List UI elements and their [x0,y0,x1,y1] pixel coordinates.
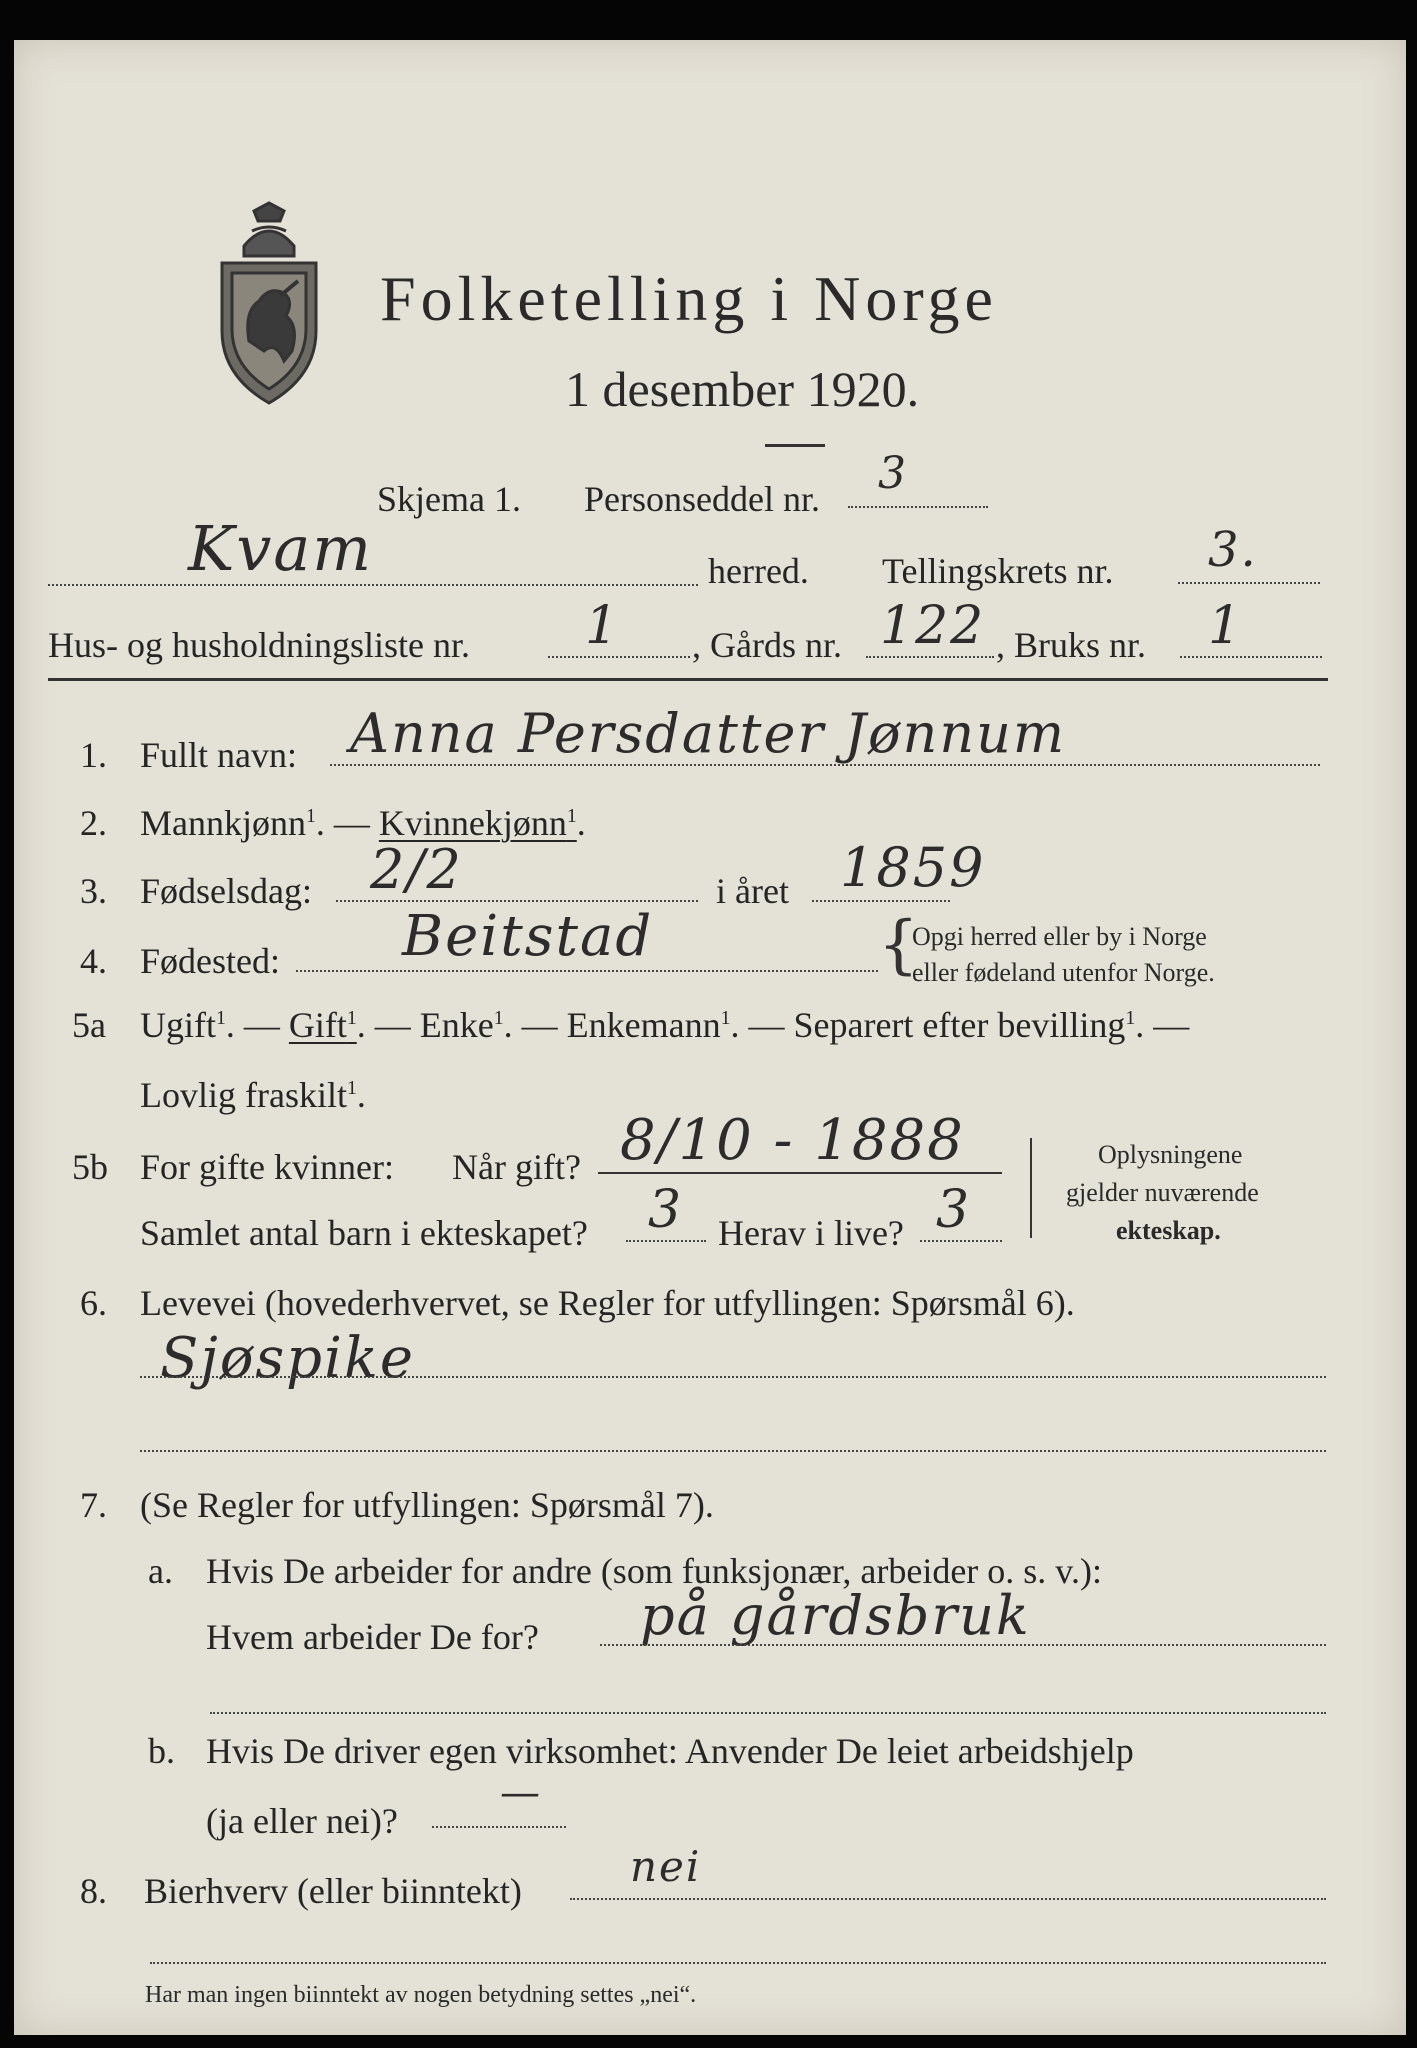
herav-value[interactable]: 3 [936,1180,972,1240]
q1-number: 1. [80,735,107,775]
q7a-question: Hvem arbeider De for? [206,1617,539,1657]
q7a-text: Hvis De arbeider for andre (som funksjonær, arbeider o. s. v.): [206,1551,1102,1591]
q7b-question: (ja eller nei)? [206,1801,398,1841]
q5b-number: 5b [72,1147,108,1187]
gards-field-line [866,656,994,658]
q7b-text: Hvis De driver egen virksomhet: Anvender De leiet arbeidshjelp [206,1731,1134,1771]
form-title: Folketelling i Norge [380,263,998,334]
naar-gift-value[interactable]: 8/10 - 1888 [620,1108,965,1173]
gards-value[interactable]: 122 [880,596,986,656]
q5a-options: Ugift$^1$. — Gift$^1$. — Enke$^1$. — Enkemann$^1$. — Separert efter bevilling$^1$. — [140,1005,1190,1045]
q5a-lovlig: Lovlig fraskilt$^1$. [140,1075,366,1115]
q3-label: Fødselsdag: [140,871,313,911]
tellingskrets-label: Tellingskrets nr. [882,551,1114,591]
leiet-arbeidshjelp-value[interactable]: — [500,1770,542,1816]
bruks-label: , Bruks nr. [996,625,1147,665]
q7-label: (Se Regler for utfyllingen: Spørsmål 7). [140,1485,714,1525]
herav-field-line [920,1240,1002,1242]
arbeider-for-value[interactable]: på gårdsbruk [640,1584,1031,1647]
skjema-label: Skjema 1. [377,479,521,519]
leiet-arbeidshjelp-field-line [432,1826,566,1828]
fodselsaar-value[interactable]: 1859 [840,836,986,899]
q5b-note-line3: ekteskap. [1116,1216,1221,1245]
q5b-note-line1: Oplysningene [1098,1140,1243,1169]
personseddel-field-line [848,506,988,508]
naar-gift-label: Når gift? [452,1147,581,1187]
bruks-field-line [1180,656,1322,658]
fodselsdag-field-line [336,900,698,902]
bierhverv-value[interactable]: nei [630,1842,702,1891]
levevei-field-line-1 [140,1376,1326,1378]
q2-options: Mannkjønn$^1$. — Kvinnekjønn$^1$. [140,803,586,843]
title-divider [765,444,825,447]
husholdningsliste-label: Hus- og husholdningsliste nr. [48,625,471,665]
tellingskrets-value[interactable]: 3. [1208,522,1258,578]
q3-number: 3. [80,871,107,911]
q6-number: 6. [80,1283,107,1323]
q4-note-line1: Opgi herred eller by i Norge [912,922,1207,951]
q5b-note-line2: gjelder nuværende [1066,1178,1259,1207]
personseddel-label: Personseddel nr. [584,479,820,519]
q2-number: 2. [80,803,107,843]
q5b-label: For gifte kvinner: [140,1147,394,1187]
fodselsdag-value[interactable]: 2/2 [370,838,463,901]
q1-label: Fullt navn: [140,735,298,775]
census-date: 1 desember 1920. [565,361,920,417]
samlet-barn-label: Samlet antal barn i ekteskapet? [140,1213,588,1253]
norway-coat-of-arms-icon [214,201,324,406]
fodselsaar-field-line [812,900,950,902]
q8-label: Bierhverv (eller biinntekt) [144,1871,522,1911]
q5b-note-bracket [1030,1138,1032,1238]
arbeider-for-field-line [600,1644,1326,1646]
herred-value[interactable]: Kvam [188,512,374,585]
q4-number: 4. [80,941,107,981]
husholdningsliste-value[interactable]: 1 [585,596,621,656]
full-name-field-line [330,764,1320,766]
q4-note-line2: eller fødeland utenfor Norge. [912,958,1215,987]
q7-number: 7. [80,1485,107,1525]
herred-label: herred. [708,551,809,591]
personseddel-value[interactable]: 3 [878,448,908,499]
gift-option[interactable]: Gift$^1$ [288,1005,357,1045]
levevei-field-line-2 [140,1450,1326,1452]
herred-field-line [48,584,698,586]
q7a-letter: a. [148,1551,173,1591]
footer-note: Har man ingen biinntekt av nogen betydning settes „nei“. [145,1982,697,2008]
gards-label: , Gårds nr. [692,625,842,665]
aaret-label: i året [716,871,789,911]
full-name-value[interactable]: Anna Persdatter Jønnum [350,702,1067,765]
herav-label: Herav i live? [718,1213,904,1253]
q7b-letter: b. [148,1731,175,1771]
fodested-value[interactable]: Beitstad [402,904,654,969]
bruks-value[interactable]: 1 [1208,596,1244,656]
kvinnekjonn-option[interactable]: Kvinnekjønn$^1$ [378,803,577,843]
bierhverv-field-line [570,1898,1326,1900]
q6-label: Levevei (hovederhvervet, se Regler for utfyllingen: Spørsmål 6). [140,1283,1075,1323]
fodested-field-line [296,970,878,972]
q4-note-brace: { [878,908,919,982]
header-separator [48,678,1328,681]
bierhverv-field-line-2 [150,1962,1326,1964]
samlet-barn-value[interactable]: 3 [648,1180,684,1240]
arbeider-for-field-line-2 [210,1712,1326,1714]
naar-gift-field-line [598,1172,1002,1174]
q4-label: Fødested: [140,941,280,981]
q8-number: 8. [80,1871,107,1911]
tellingskrets-field-line [1178,582,1320,584]
levevei-value[interactable]: Sjøspike [160,1326,416,1391]
q5a-number: 5a [72,1005,106,1045]
husholdningsliste-field-line [548,656,690,658]
samlet-barn-field-line [626,1240,706,1242]
